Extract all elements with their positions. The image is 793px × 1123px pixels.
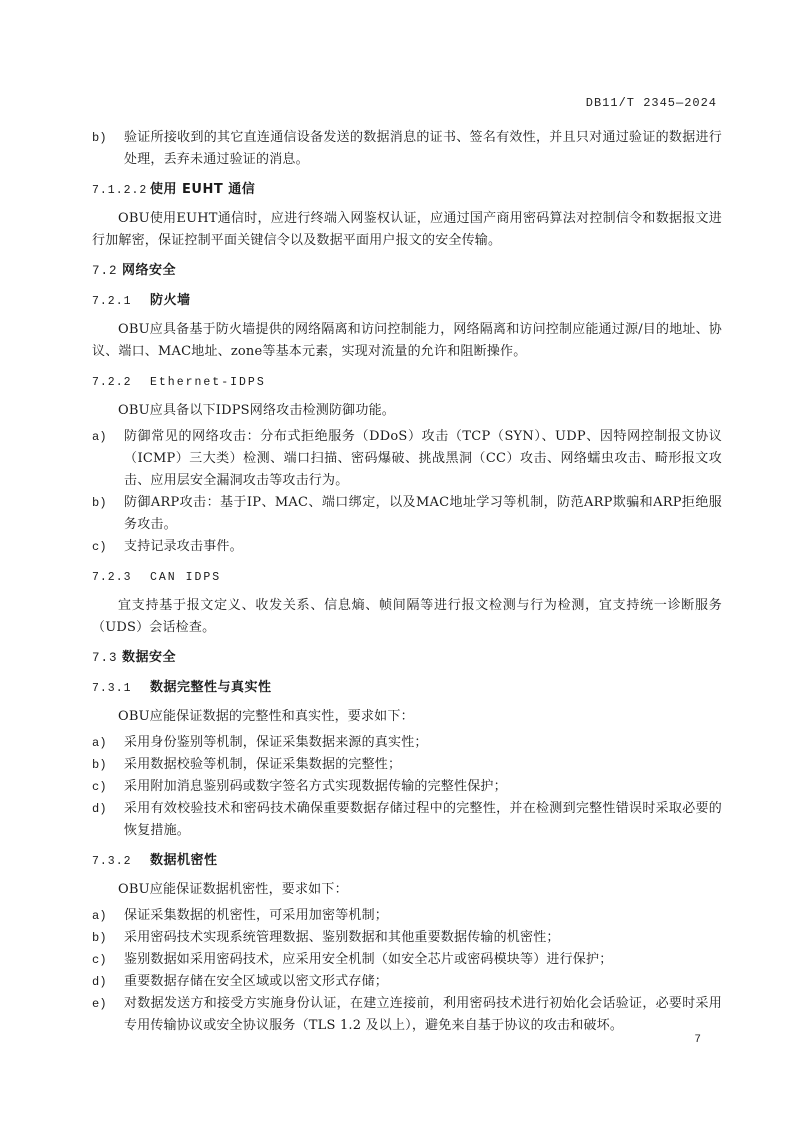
heading-number: 7.1.2.2 [92, 184, 148, 197]
heading-number: 7.2 [92, 264, 118, 278]
item-marker: a) [92, 909, 107, 923]
heading-title: 使用 EUHT 通信 [150, 182, 256, 197]
item-text: 采用附加消息鉴别码或数字签名方式实现数据传输的完整性保护； [124, 779, 507, 794]
paragraph: OBU应具备以下IDPS网络攻击检测防御功能。 [118, 403, 395, 418]
item-marker: d) [92, 802, 107, 816]
heading-7-3-2 [92, 850, 722, 873]
list-item [92, 949, 722, 971]
paragraph: OBU应能保证数据的完整性和真实性，要求如下： [118, 709, 414, 724]
list-item [92, 426, 722, 492]
item-text: 防御常见的网络攻击：分布式拒绝服务（DDoS）攻击（TCP（SYN）、UDP、因特网控制报文协议（ICMP）三大类）检测、端口扫描、密码爆破、挑战黑洞（CC）攻击、网络蠕虫攻击、畸形报文攻击、应用层安全漏洞攻击等攻击行为。 [124, 429, 722, 488]
heading-7-1-2-2 [92, 179, 722, 202]
item-text: 防御ARP攻击：基于IP、MAC、端口绑定，以及MAC地址学习等机制，防范ARP欺骗和ARP拒绝服务攻击。 [124, 495, 722, 532]
heading-title: 数据安全 [122, 650, 177, 665]
item-text: 采用密码技术实现系统管理数据、鉴别数据和其他重要数据传输的机密性； [124, 930, 560, 945]
heading-number: 7.3.1 [92, 682, 132, 695]
list-item [92, 971, 722, 993]
item-text: 采用有效校验技术和密码技术确保重要数据存储过程中的完整性，并在检测到完整性错误时采取必要的恢复措施。 [124, 801, 722, 838]
list-item [92, 536, 722, 558]
list-item [92, 754, 722, 776]
item-text: 支持记录攻击事件。 [124, 539, 243, 554]
list-7-3-2 [92, 905, 722, 1037]
heading-7-2-1 [92, 290, 722, 313]
heading-number: 7.2.1 [92, 295, 132, 308]
item-marker: e) [92, 997, 107, 1011]
item-marker: a) [92, 430, 107, 444]
heading-number: 7.2.2 [92, 376, 132, 389]
item-marker: c) [92, 780, 107, 794]
heading-7-2-2 [92, 371, 722, 394]
item-text: 采用数据校验等机制，保证采集数据的完整性； [124, 757, 402, 772]
heading-title: 数据机密性 [150, 853, 218, 868]
item-marker: b) [92, 496, 107, 510]
item-marker: c) [92, 540, 107, 554]
item-marker: b) [92, 758, 107, 772]
page-content [92, 127, 722, 1037]
paragraph: OBU应具备基于防火墙提供的网络隔离和访问控制能力，网络隔离和访问控制应能通过源/目的地址、协议、端口、MAC地址、zone等基本元素，实现对流量的允许和阻断操作。 [92, 322, 722, 359]
heading-title: 网络安全 [122, 263, 177, 278]
list-item [92, 905, 722, 927]
list-item [92, 776, 722, 798]
list-7-1-2-1-cont [92, 127, 722, 171]
heading-7-2 [92, 260, 722, 282]
list-item [92, 798, 722, 842]
heading-number: 7.2.3 [92, 571, 132, 584]
list-item [92, 732, 722, 754]
heading-7-2-3 [92, 566, 722, 589]
paragraph: 宜支持基于报文定义、收发关系、信息熵、帧间隔等进行报文检测与行为检测，宜支持统一诊断服务（UDS）会话检查。 [92, 598, 722, 635]
list-item [92, 927, 722, 949]
heading-number: 7.3.2 [92, 855, 132, 868]
heading-7-3-1 [92, 677, 722, 700]
list-item [92, 492, 722, 536]
item-marker: b) [92, 931, 107, 945]
item-text: 重要数据存储在安全区域或以密文形式存储； [124, 974, 389, 989]
item-text: 鉴别数据如采用密码技术，应采用安全机制（如安全芯片或密码模块等）进行保护； [124, 952, 613, 967]
list-7-2-2 [92, 426, 722, 558]
list-item [92, 127, 722, 171]
heading-title: 数据完整性与真实性 [150, 680, 272, 695]
heading-7-3 [92, 647, 722, 669]
item-marker: d) [92, 975, 107, 989]
page-number: 7 [694, 1034, 701, 1046]
paragraph: OBU使用EUHT通信时，应进行终端入网鉴权认证，应通过国产商用密码算法对控制信令和数据报文进行加解密，保证控制平面关键信令以及数据平面用户报文的安全传输。 [92, 211, 722, 248]
item-text: 采用身份鉴别等机制，保证采集数据来源的真实性； [124, 735, 428, 750]
heading-number: 7.3 [92, 651, 118, 665]
item-text: 验证所接收到的其它直连通信设备发送的数据消息的证书、签名有效性，并且只对通过验证的数据进行处理，丢弃未通过验证的消息。 [124, 130, 722, 167]
item-text: 保证采集数据的机密性，可采用加密等机制； [124, 908, 389, 923]
paragraph: OBU应能保证数据机密性，要求如下： [118, 882, 348, 897]
standard-code: DB11/T 2345—2024 [585, 96, 717, 110]
item-marker: c) [92, 953, 107, 967]
item-text: 对数据发送方和接受方实施身份认证，在建立连接前，利用密码技术进行初始化会话验证，必要时采用专用传输协议或安全协议服务（TLS 1.2 及以上），避免来自基于协议的攻击和破坏。 [124, 996, 722, 1033]
list-item [92, 993, 722, 1037]
item-marker: b) [92, 131, 107, 145]
heading-title: 防火墙 [150, 293, 191, 308]
list-7-3-1 [92, 732, 722, 842]
item-marker: a) [92, 736, 107, 750]
heading-title: Ethernet-IDPS [150, 376, 266, 389]
heading-title: CAN IDPS [150, 571, 222, 584]
